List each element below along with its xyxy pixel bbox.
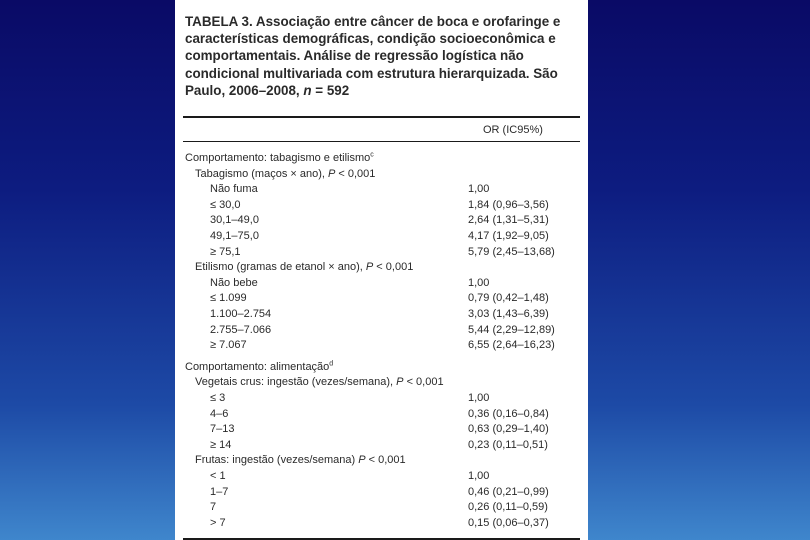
odds-ratio-value: 0,79 (0,42–1,48) <box>468 292 549 305</box>
category-label: 2.755–7.066 <box>210 323 272 336</box>
column-header-or: OR (IC95%) <box>483 124 543 136</box>
odds-ratio-value: 0,46 (0,21–0,99) <box>468 485 549 498</box>
category-label: ≤ 1.099 <box>210 292 247 305</box>
odds-ratio-value: 2,64 (1,31–5,31) <box>468 214 549 227</box>
table-row <box>175 229 588 244</box>
odds-ratio-value: 0,26 (0,11–0,59) <box>468 501 548 514</box>
section-title: Comportamento: alimentação <box>185 360 330 373</box>
table-row <box>175 182 588 197</box>
section-title-group <box>185 360 333 375</box>
table-row <box>175 307 588 322</box>
p-label: P <box>358 454 366 467</box>
odds-ratio-value: 0,15 (0,06–0,37) <box>468 516 549 529</box>
variable-title: Etilismo (gramas de etanol × ano), <box>195 261 363 274</box>
category-label: 4–6 <box>210 407 229 420</box>
category-label: > 7 <box>210 516 226 529</box>
section-heading <box>175 151 588 166</box>
variable-heading <box>175 260 588 275</box>
p-label: P <box>396 376 404 389</box>
category-label: ≥ 75,1 <box>210 245 241 258</box>
table-row <box>175 338 588 353</box>
odds-ratio-value: 1,00 <box>468 183 490 196</box>
caption-n-value: = 592 <box>311 82 350 98</box>
caption-n-label: n <box>303 82 312 98</box>
category-label: ≥ 7.067 <box>210 339 247 352</box>
variable-title-group <box>195 453 406 468</box>
odds-ratio-value: 1,00 <box>468 470 490 482</box>
p-label: P <box>365 261 374 274</box>
table-row <box>175 516 588 531</box>
variable-heading <box>175 167 588 182</box>
category-label: ≥ 14 <box>210 438 232 451</box>
variable-title-group <box>195 167 375 182</box>
table-row <box>175 469 588 484</box>
footnote-marker: d <box>329 360 334 368</box>
p-value: < 0,001 <box>403 376 444 389</box>
category-label: 1–7 <box>210 485 229 498</box>
p-label: P <box>327 167 336 180</box>
odds-ratio-value: 0,36 (0,16–0,84) <box>468 407 549 420</box>
table-row <box>175 276 588 291</box>
table-row <box>175 500 588 515</box>
variable-title-group <box>195 375 444 390</box>
odds-ratio-value: 1,84 (0,96–3,56) <box>468 198 549 211</box>
table-row <box>175 438 588 453</box>
p-value: < 0,001 <box>335 167 376 180</box>
odds-ratio-value: 6,55 (2,64–16,23) <box>468 339 555 352</box>
category-label: 1.100–2.754 <box>210 308 272 320</box>
table-row <box>175 245 588 260</box>
table-row <box>175 422 588 437</box>
table-row <box>175 198 588 213</box>
odds-ratio-value: 0,63 (0,29–1,40) <box>468 423 549 436</box>
odds-ratio-value: 4,17 (1,92–9,05) <box>468 230 549 242</box>
category-label: 7–13 <box>210 423 235 436</box>
caption-text: TABELA 3. Associação entre câncer de boca e orofaringe e características demográficas, condição socioeconômica e comportamentais. Análise de regressão logística não condicional multivariada com estrutura hierarquizada. São Paulo, 2006–2008, <box>185 14 561 98</box>
odds-ratio-value: 5,79 (2,45–13,68) <box>468 245 555 258</box>
table-top-rule <box>183 116 580 118</box>
variable-title: Tabagismo (maços × ano), <box>195 167 325 180</box>
footnote-marker: c <box>370 151 374 159</box>
category-label: Não fuma <box>210 183 258 196</box>
variable-heading <box>175 375 588 390</box>
section-title: Comportamento: tabagismo e etilismo <box>185 152 371 164</box>
p-value: < 0,001 <box>373 261 414 274</box>
document-page <box>175 0 588 540</box>
category-label: 7 <box>210 501 217 514</box>
variable-title-group <box>195 260 413 275</box>
odds-ratio-value: 1,00 <box>468 276 490 289</box>
table-row <box>175 323 588 338</box>
table-row <box>175 213 588 228</box>
odds-ratio-value: 1,00 <box>468 392 490 404</box>
odds-ratio-value: 3,03 (1,43–6,39) <box>468 308 549 320</box>
table-header-rule <box>183 141 580 142</box>
section-title-group <box>185 151 374 166</box>
table-row <box>175 391 588 406</box>
odds-ratio-value: 5,44 (2,29–12,89) <box>468 323 555 336</box>
table-caption <box>185 13 580 99</box>
table-row <box>175 407 588 422</box>
p-value: < 0,001 <box>365 454 406 467</box>
odds-ratio-value: 0,23 (0,11–0,51) <box>468 438 548 451</box>
category-label: ≤ 3 <box>210 392 226 404</box>
variable-title: Frutas: ingestão (vezes/semana) <box>195 454 356 467</box>
category-label: 30,1–49,0 <box>210 214 259 227</box>
category-label: ≤ 30,0 <box>210 198 241 211</box>
table-row <box>175 291 588 306</box>
category-label: < 1 <box>210 470 226 482</box>
section-heading <box>175 360 588 375</box>
category-label: Não bebe <box>210 276 258 289</box>
variable-heading <box>175 453 588 468</box>
category-label: 49,1–75,0 <box>210 230 259 242</box>
variable-title: Vegetais crus: ingestão (vezes/semana), <box>195 376 394 389</box>
table-row <box>175 485 588 500</box>
